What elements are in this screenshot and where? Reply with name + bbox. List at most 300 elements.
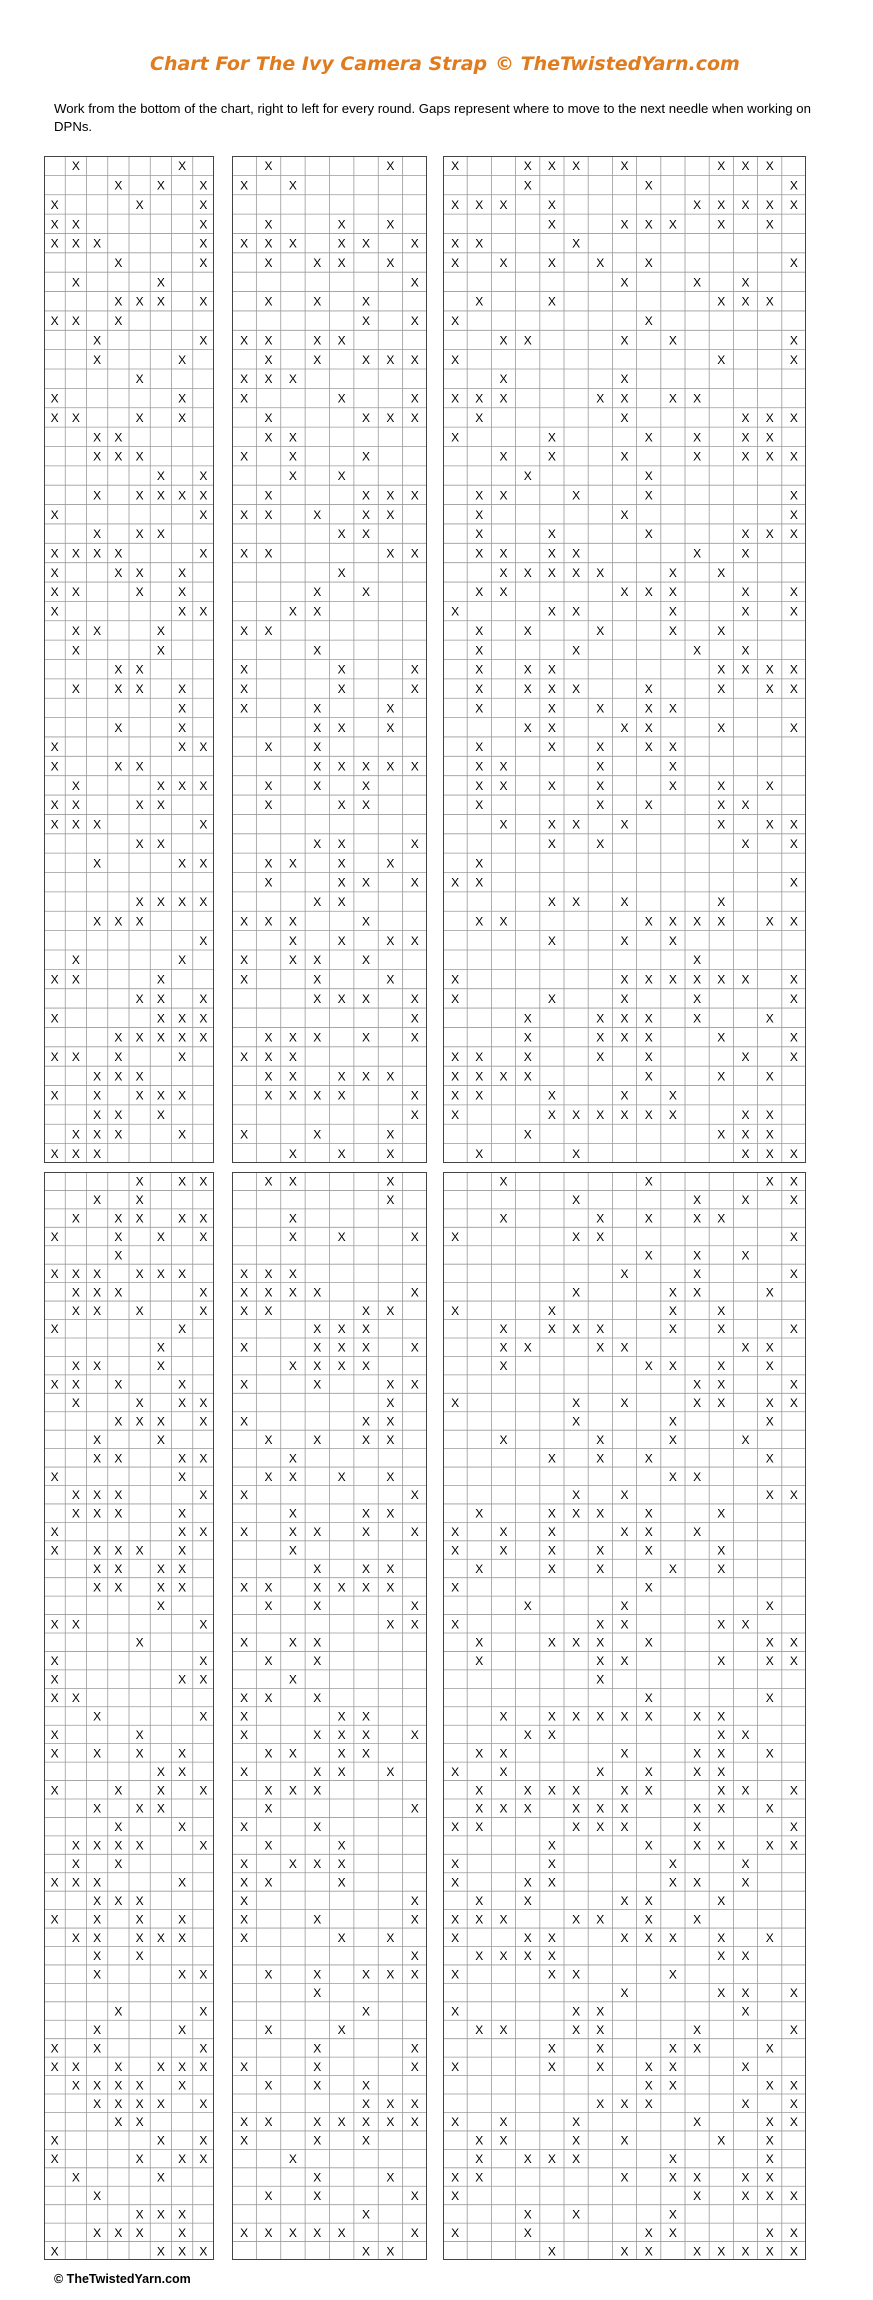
stitch-mark: X	[362, 410, 371, 425]
stitch-mark: X	[313, 1580, 322, 1595]
stitch-mark: X	[93, 1893, 102, 1908]
stitch-mark: X	[264, 159, 273, 174]
stitch-mark: X	[199, 488, 208, 503]
lower-chart-panel-3	[443, 1172, 806, 2260]
stitch-mark: X	[475, 778, 484, 793]
stitch-grid	[233, 1173, 426, 2259]
stitch-mark: X	[451, 1820, 460, 1835]
stitch-mark: X	[135, 2096, 144, 2111]
stitch-mark: X	[572, 1967, 581, 1982]
stitch-mark: X	[765, 1396, 774, 1411]
stitch-mark: X	[337, 798, 346, 813]
stitch-mark: X	[386, 159, 395, 174]
stitch-mark: X	[451, 2059, 460, 2074]
stitch-mark: X	[475, 701, 484, 716]
stitch-mark: X	[71, 1875, 80, 1890]
stitch-mark: X	[765, 914, 774, 929]
stitch-mark: X	[93, 488, 102, 503]
stitch-mark: X	[240, 701, 249, 716]
stitch-mark: X	[717, 1764, 726, 1779]
stitch-mark: X	[644, 1764, 653, 1779]
stitch-mark: X	[386, 856, 395, 871]
stitch-mark: X	[240, 1764, 249, 1779]
stitch-mark: X	[362, 2078, 371, 2093]
stitch-mark: X	[240, 1580, 249, 1595]
stitch-mark: X	[523, 623, 532, 638]
stitch-mark: X	[386, 972, 395, 987]
stitch-mark: X	[765, 1174, 774, 1189]
stitch-mark: X	[71, 314, 80, 329]
stitch-mark: X	[199, 178, 208, 193]
stitch-mark: X	[789, 914, 798, 929]
stitch-mark: X	[789, 2115, 798, 2130]
stitch-mark: X	[337, 217, 346, 232]
stitch-mark: X	[156, 2133, 165, 2148]
stitch-mark: X	[264, 1598, 273, 1613]
stitch-mark: X	[288, 953, 297, 968]
stitch-mark: X	[572, 1285, 581, 1300]
stitch-mark: X	[475, 856, 484, 871]
stitch-mark: X	[475, 391, 484, 406]
stitch-mark: X	[93, 1801, 102, 1816]
stitch-mark: X	[264, 1030, 273, 1045]
stitch-grid	[444, 157, 805, 1162]
stitch-mark: X	[199, 2244, 208, 2259]
stitch-mark: X	[644, 682, 653, 697]
stitch-mark: X	[313, 1967, 322, 1982]
stitch-mark: X	[717, 1727, 726, 1742]
stitch-mark: X	[765, 1146, 774, 1161]
stitch-mark: X	[50, 1525, 59, 1540]
stitch-mark: X	[240, 449, 249, 464]
stitch-mark: X	[50, 2059, 59, 2074]
stitch-mark: X	[765, 682, 774, 697]
stitch-mark: X	[71, 972, 80, 987]
stitch-mark: X	[668, 623, 677, 638]
stitch-mark: X	[741, 604, 750, 619]
stitch-mark: X	[547, 1108, 556, 1123]
stitch-mark: X	[765, 1127, 774, 1142]
stitch-mark: X	[313, 1432, 322, 1447]
stitch-mark: X	[596, 1049, 605, 1064]
stitch-mark: X	[178, 1049, 187, 1064]
stitch-mark: X	[741, 1875, 750, 1890]
stitch-mark: X	[765, 294, 774, 309]
stitch-mark: X	[475, 1893, 484, 1908]
stitch-mark: X	[71, 1617, 80, 1632]
stitch-mark: X	[499, 449, 508, 464]
stitch-mark: X	[199, 507, 208, 522]
stitch-mark: X	[288, 2225, 297, 2240]
stitch-mark: X	[362, 1525, 371, 1540]
stitch-mark: X	[741, 1248, 750, 1263]
stitch-mark: X	[240, 236, 249, 251]
stitch-mark: X	[93, 1088, 102, 1103]
stitch-mark: X	[156, 1088, 165, 1103]
stitch-mark: X	[114, 178, 123, 193]
stitch-mark: X	[741, 798, 750, 813]
stitch-mark: X	[475, 294, 484, 309]
stitch-mark: X	[386, 1580, 395, 1595]
stitch-mark: X	[789, 1396, 798, 1411]
stitch-mark: X	[789, 256, 798, 271]
stitch-mark: X	[50, 585, 59, 600]
stitch-mark: X	[362, 875, 371, 890]
stitch-mark: X	[71, 1838, 80, 1853]
stitch-mark: X	[693, 1764, 702, 1779]
stitch-mark: X	[668, 2152, 677, 2167]
stitch-mark: X	[288, 236, 297, 251]
stitch-mark: X	[717, 1617, 726, 1632]
stitch-mark: X	[451, 236, 460, 251]
stitch-mark: X	[240, 1875, 249, 1890]
stitch-mark: X	[156, 1783, 165, 1798]
stitch-mark: X	[523, 1340, 532, 1355]
stitch-mark: X	[199, 294, 208, 309]
stitch-mark: X	[386, 1617, 395, 1632]
stitch-mark: X	[71, 953, 80, 968]
stitch-mark: X	[765, 1691, 774, 1706]
stitch-mark: X	[337, 2225, 346, 2240]
stitch-mark: X	[451, 2004, 460, 2019]
stitch-mark: X	[717, 1986, 726, 2001]
stitch-mark: X	[765, 1108, 774, 1123]
stitch-mark: X	[644, 2059, 653, 2074]
stitch-mark: X	[668, 391, 677, 406]
stitch-mark: X	[313, 1030, 322, 1045]
stitch-mark: X	[71, 1857, 80, 1872]
stitch-mark: X	[789, 720, 798, 735]
stitch-mark: X	[620, 1801, 629, 1816]
stitch-mark: X	[313, 294, 322, 309]
stitch-mark: X	[596, 1011, 605, 1026]
stitch-mark: X	[499, 585, 508, 600]
stitch-mark: X	[620, 275, 629, 290]
stitch-mark: X	[199, 1783, 208, 1798]
stitch-mark: X	[264, 430, 273, 445]
stitch-mark: X	[199, 333, 208, 348]
stitch-mark: X	[741, 2059, 750, 2074]
stitch-mark: X	[199, 1967, 208, 1982]
stitch-mark: X	[156, 1432, 165, 1447]
stitch-mark: X	[789, 1049, 798, 1064]
stitch-mark: X	[717, 1801, 726, 1816]
stitch-mark: X	[475, 197, 484, 212]
stitch-mark: X	[572, 817, 581, 832]
stitch-mark: X	[199, 991, 208, 1006]
stitch-mark: X	[717, 817, 726, 832]
stitch-mark: X	[313, 1654, 322, 1669]
stitch-mark: X	[240, 2133, 249, 2148]
stitch-mark: X	[288, 856, 297, 871]
stitch-mark: X	[475, 1949, 484, 1964]
stitch-mark: X	[741, 2004, 750, 2019]
stitch-mark: X	[789, 178, 798, 193]
stitch-mark: X	[644, 1069, 653, 1084]
stitch-mark: X	[523, 1783, 532, 1798]
stitch-mark: X	[789, 1322, 798, 1337]
stitch-mark: X	[50, 391, 59, 406]
stitch-mark: X	[693, 197, 702, 212]
stitch-mark: X	[156, 2244, 165, 2259]
stitch-mark: X	[475, 527, 484, 542]
stitch-mark: X	[114, 1248, 123, 1263]
stitch-mark: X	[288, 933, 297, 948]
stitch-mark: X	[572, 488, 581, 503]
stitch-mark: X	[386, 1414, 395, 1429]
stitch-mark: X	[765, 217, 774, 232]
stitch-mark: X	[693, 1525, 702, 1540]
stitch-mark: X	[199, 2059, 208, 2074]
stitch-mark: X	[523, 720, 532, 735]
stitch-mark: X	[313, 604, 322, 619]
stitch-mark: X	[264, 236, 273, 251]
stitch-mark: X	[620, 391, 629, 406]
stitch-mark: X	[50, 1691, 59, 1706]
stitch-mark: X	[386, 933, 395, 948]
stitch-mark: X	[156, 895, 165, 910]
stitch-mark: X	[156, 178, 165, 193]
stitch-mark: X	[693, 1011, 702, 1026]
stitch-mark: X	[71, 2059, 80, 2074]
stitch-mark: X	[135, 585, 144, 600]
stitch-mark: X	[313, 1598, 322, 1613]
stitch-mark: X	[717, 798, 726, 813]
stitch-mark: X	[114, 2115, 123, 2130]
stitch-mark: X	[264, 352, 273, 367]
stitch-mark: X	[71, 217, 80, 232]
stitch-mark: X	[288, 1174, 297, 1189]
stitch-mark: X	[386, 546, 395, 561]
stitch-mark: X	[264, 856, 273, 871]
stitch-mark: X	[93, 1912, 102, 1927]
stitch-mark: X	[313, 1820, 322, 1835]
stitch-mark: X	[264, 1875, 273, 1890]
stitch-mark: X	[596, 565, 605, 580]
stitch-mark: X	[93, 1303, 102, 1318]
stitch-mark: X	[644, 1912, 653, 1927]
stitch-mark: X	[693, 1377, 702, 1392]
stitch-mark: X	[93, 1930, 102, 1945]
stitch-mark: X	[337, 1764, 346, 1779]
stitch-mark: X	[93, 914, 102, 929]
stitch-mark: X	[135, 1543, 144, 1558]
stitch-mark: X	[264, 1783, 273, 1798]
stitch-mark: X	[93, 1746, 102, 1761]
stitch-mark: X	[264, 1469, 273, 1484]
stitch-mark: X	[240, 372, 249, 387]
stitch-mark: X	[765, 159, 774, 174]
stitch-mark: X	[547, 430, 556, 445]
stitch-mark: X	[410, 2059, 419, 2074]
stitch-mark: X	[572, 1193, 581, 1208]
stitch-mark: X	[50, 759, 59, 774]
stitch-mark: X	[572, 1414, 581, 1429]
stitch-mark: X	[789, 1030, 798, 1045]
stitch-mark: X	[620, 1088, 629, 1103]
stitch-mark: X	[547, 991, 556, 1006]
stitch-mark: X	[523, 2207, 532, 2222]
stitch-mark: X	[337, 1727, 346, 1742]
stitch-mark: X	[644, 178, 653, 193]
stitch-mark: X	[386, 2170, 395, 2185]
stitch-mark: X	[93, 1709, 102, 1724]
stitch-mark: X	[620, 2096, 629, 2111]
stitch-mark: X	[135, 1211, 144, 1226]
stitch-mark: X	[596, 391, 605, 406]
stitch-mark: X	[264, 488, 273, 503]
stitch-mark: X	[337, 1146, 346, 1161]
stitch-mark: X	[337, 1838, 346, 1853]
stitch-mark: X	[288, 1783, 297, 1798]
stitch-mark: X	[93, 623, 102, 638]
stitch-mark: X	[178, 1011, 187, 1026]
stitch-mark: X	[93, 2022, 102, 2037]
stitch-mark: X	[717, 1506, 726, 1521]
chart-title: Chart For The Ivy Camera Strap	[150, 53, 488, 75]
stitch-mark: X	[114, 1488, 123, 1503]
stitch-mark: X	[288, 1211, 297, 1226]
stitch-mark: X	[135, 895, 144, 910]
stitch-mark: X	[741, 585, 750, 600]
stitch-mark: X	[451, 1049, 460, 1064]
stitch-mark: X	[620, 1525, 629, 1540]
stitch-mark: X	[313, 740, 322, 755]
stitch-mark: X	[288, 914, 297, 929]
stitch-mark: X	[240, 2115, 249, 2130]
stitch-mark: X	[717, 1709, 726, 1724]
stitch-mark: X	[644, 1543, 653, 1558]
stitch-mark: X	[499, 391, 508, 406]
stitch-mark: X	[620, 507, 629, 522]
stitch-mark: X	[693, 275, 702, 290]
stitch-mark: X	[264, 2115, 273, 2130]
stitch-mark: X	[135, 488, 144, 503]
stitch-mark: X	[313, 1727, 322, 1742]
stitch-mark: X	[620, 159, 629, 174]
upper-chart-panel-2	[232, 156, 427, 1163]
stitch-mark: X	[313, 1986, 322, 2001]
stitch-mark: X	[644, 1691, 653, 1706]
stitch-mark: X	[741, 1857, 750, 1872]
stitch-mark: X	[71, 1488, 80, 1503]
stitch-mark: X	[93, 352, 102, 367]
stitch-mark: X	[313, 1127, 322, 1142]
stitch-mark: X	[475, 1783, 484, 1798]
stitch-mark: X	[789, 197, 798, 212]
stitch-mark: X	[668, 2078, 677, 2093]
stitch-mark: X	[114, 1543, 123, 1558]
stitch-mark: X	[410, 682, 419, 697]
stitch-mark: X	[178, 1030, 187, 1045]
stitch-mark: X	[717, 1783, 726, 1798]
stitch-mark: X	[135, 1088, 144, 1103]
stitch-mark: X	[288, 1506, 297, 1521]
stitch-mark: X	[475, 236, 484, 251]
stitch-mark: X	[451, 1108, 460, 1123]
lower-chart-panel-1	[44, 1172, 214, 2260]
stitch-mark: X	[156, 623, 165, 638]
stitch-mark: X	[693, 1820, 702, 1835]
stitch-mark: X	[523, 1801, 532, 1816]
stitch-mark: X	[362, 1506, 371, 1521]
stitch-mark: X	[178, 352, 187, 367]
stitch-mark: X	[451, 604, 460, 619]
stitch-mark: X	[523, 1069, 532, 1084]
stitch-mark: X	[620, 585, 629, 600]
stitch-grid	[45, 157, 213, 1162]
stitch-mark: X	[475, 1746, 484, 1761]
stitch-mark: X	[199, 604, 208, 619]
stitch-mark: X	[93, 1432, 102, 1447]
stitch-mark: X	[741, 1727, 750, 1742]
stitch-mark: X	[114, 2225, 123, 2240]
stitch-mark: X	[741, 294, 750, 309]
stitch-mark: X	[313, 1764, 322, 1779]
stitch-mark: X	[114, 720, 123, 735]
stitch-mark: X	[547, 565, 556, 580]
stitch-mark: X	[547, 1967, 556, 1982]
stitch-mark: X	[337, 1709, 346, 1724]
stitch-mark: X	[547, 720, 556, 735]
stitch-mark: X	[313, 1691, 322, 1706]
stitch-mark: X	[741, 1049, 750, 1064]
stitch-mark: X	[451, 391, 460, 406]
stitch-mark: X	[50, 1672, 59, 1687]
stitch-mark: X	[337, 1857, 346, 1872]
stitch-mark: X	[362, 914, 371, 929]
stitch-mark: X	[199, 217, 208, 232]
stitch-mark: X	[668, 1285, 677, 1300]
stitch-mark: X	[313, 643, 322, 658]
stitch-mark: X	[451, 197, 460, 212]
stitch-mark: X	[156, 798, 165, 813]
stitch-mark: X	[264, 914, 273, 929]
stitch-mark: X	[114, 1030, 123, 1045]
stitch-mark: X	[789, 1488, 798, 1503]
stitch-mark: X	[410, 1230, 419, 1245]
stitch-mark: X	[523, 1049, 532, 1064]
stitch-mark: X	[499, 2115, 508, 2130]
stitch-mark: X	[313, 1783, 322, 1798]
stitch-mark: X	[156, 527, 165, 542]
stitch-mark: X	[572, 1488, 581, 1503]
stitch-mark: X	[547, 1322, 556, 1337]
stitch-mark: X	[135, 294, 144, 309]
stitch-mark: X	[789, 1174, 798, 1189]
stitch-mark: X	[178, 1764, 187, 1779]
stitch-mark: X	[288, 1451, 297, 1466]
stitch-mark: X	[475, 662, 484, 677]
stitch-mark: X	[337, 836, 346, 851]
stitch-mark: X	[199, 2133, 208, 2148]
stitch-mark: X	[337, 1088, 346, 1103]
stitch-mark: X	[240, 178, 249, 193]
stitch-mark: X	[475, 2170, 484, 2185]
stitch-mark: X	[199, 2041, 208, 2056]
stitch-mark: X	[765, 2078, 774, 2093]
stitch-mark: X	[547, 895, 556, 910]
stitch-mark: X	[410, 1011, 419, 1026]
stitch-mark: X	[596, 1030, 605, 1045]
stitch-mark: X	[178, 585, 187, 600]
stitch-mark: X	[717, 1949, 726, 1964]
stitch-mark: X	[362, 352, 371, 367]
stitch-mark: X	[717, 1322, 726, 1337]
stitch-mark: X	[596, 2059, 605, 2074]
stitch-mark: X	[668, 1967, 677, 1982]
stitch-grid	[45, 1173, 213, 2259]
